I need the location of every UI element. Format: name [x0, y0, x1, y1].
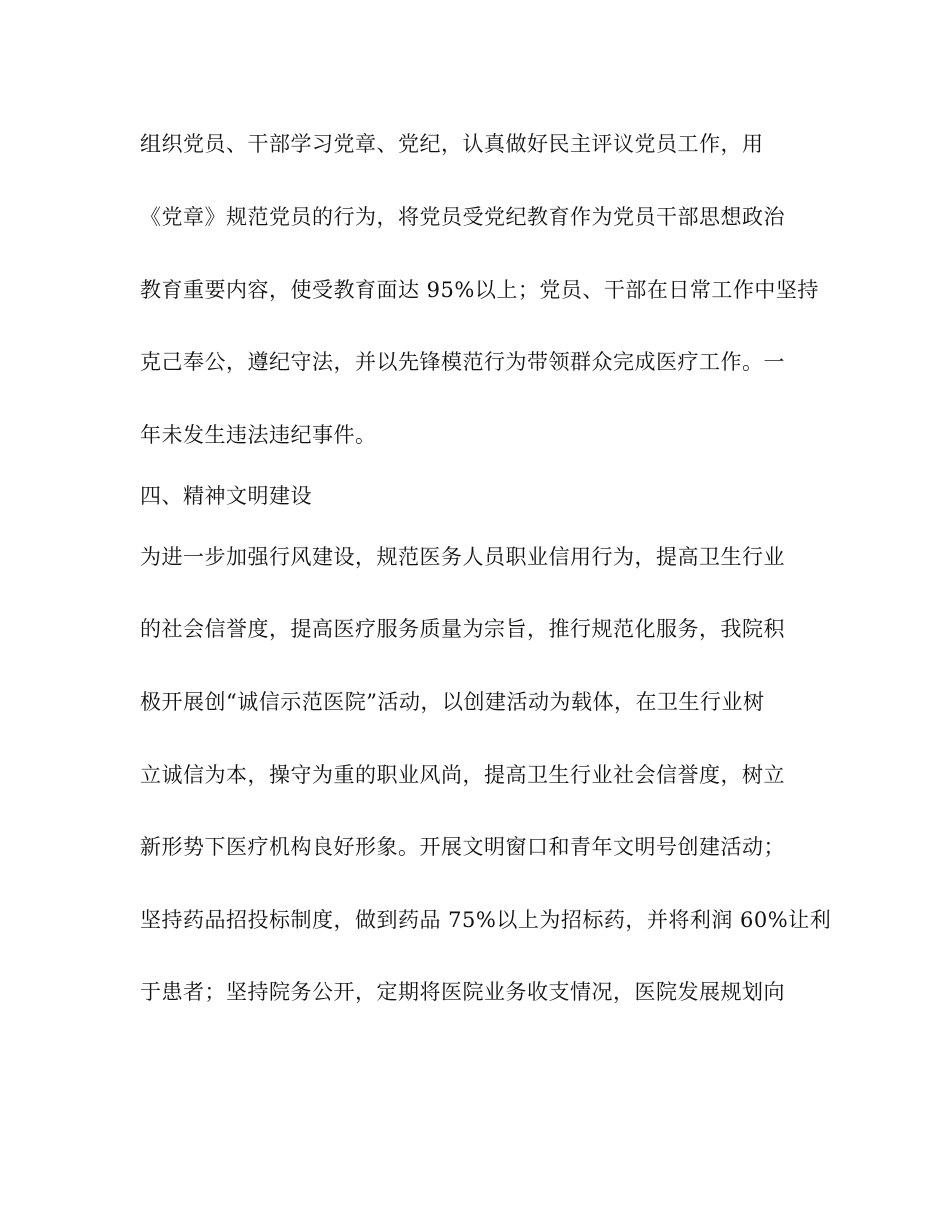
text-line: 年未发生违法违纪事件。 — [140, 423, 377, 447]
text-line: 克己奉公，遵纪守法，并以先锋模范行为带领群众完成医疗工作。一 — [140, 350, 785, 374]
text-line: 教育重要内容，使受教育面达 95%以上；党员、干部在日常工作中坚持 — [140, 278, 819, 302]
text-line: 极开展创“诚信示范医院”活动，以创建活动为载体，在卫生行业树 — [140, 690, 765, 714]
text-line: 新形势下医疗机构良好形象。开展文明窗口和青年文明号创建活动； — [140, 835, 785, 859]
text-line: 《党章》规范党员的行为，将党员受党纪教育作为党员干部思想政治 — [140, 205, 785, 229]
text-line: 为进一步加强行风建设，规范医务人员职业信用行为，提高卫生行业 — [140, 545, 785, 569]
text-line: 坚持药品招投标制度，做到药品 75%以上为招标药，并将利润 60%让利 — [140, 908, 832, 932]
section-heading: 四、精神文明建设 — [140, 484, 312, 508]
text-line: 组织党员、干部学习党章、党纪，认真做好民主评议党员工作，用 — [140, 132, 764, 156]
text-line: 立诚信为本，操守为重的职业风尚，提高卫生行业社会信誉度，树立 — [140, 763, 785, 787]
text-line: 的社会信誉度，提高医疗服务质量为宗旨，推行规范化服务，我院积 — [140, 617, 785, 641]
text-line: 于患者；坚持院务公开，定期将医院业务收支情况，医院发展规划向 — [140, 980, 785, 1004]
